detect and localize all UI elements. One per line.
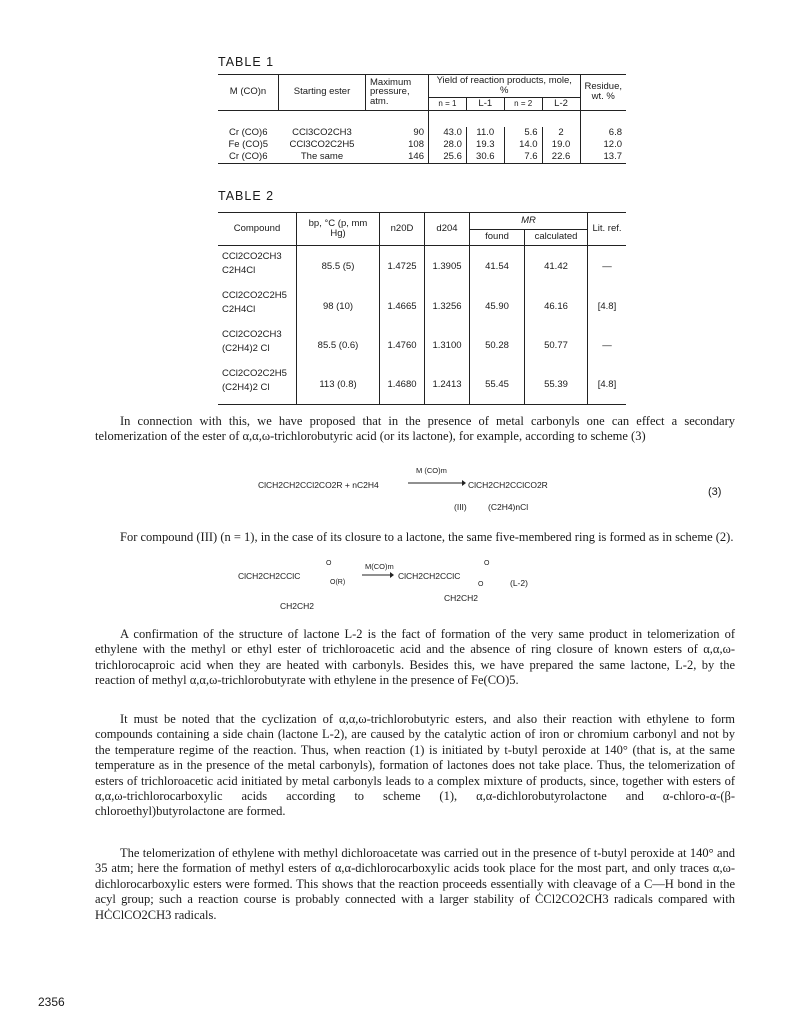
scheme3-catalyst: M (CO)m [416,466,447,475]
table1-header-metal: M (CO)n [218,75,279,111]
table-row: CCl2CO2CH3 (C2H4)2 Cl 85.5 (0.6) 1.4760 1.3100 50.28 50.77 — [218,326,626,365]
table2-header-calc: calculated [525,229,588,246]
reaction-arrow-icon [408,479,466,487]
paragraph: It must be noted that the cyclization of α,α,ω-trichlorobutyric esters, and also their reaction with ethylene to form compounds containing a side chain (lactone L-2), are caused by the catalytic action of iron or chromium carbonyl and not by the temperature regime of the reaction. Thus, when reaction (1) is initiated by t-butyl peroxide at 140° (that is, at the same temperature as in the presence of the metal carbonyls), formation of lactones does not take place. Thus, the telomerization of esters of trichloroacetic acid initiated by metal carbonyls leads to a complex mixture of products, since, together with esters of α,α,ω-trichlorocarboxylic acids according to scheme (1), α,α-dichlorobutyrolactone and α-chloro-α-(β-chloroethyl)butyrolactone are formed. [95,712,735,819]
table1-header-pressure: Maximum pressure, atm. [366,75,429,111]
scheme2-product: ClCH2CH2CClC [398,571,461,581]
table1-header-ester: Starting ester [279,75,366,111]
scheme2-catalyst: M(CO)m [365,562,394,571]
scheme2-label: (L-2) [510,578,528,588]
page-number: 2356 [38,995,65,1009]
paragraph: A confirmation of the structure of lactone L-2 is the fact of formation of the very same product in telomerization of ethylene with the methyl or ethyl ester of trichloroacetic acid and the absence of ring closure of known esters of α,α,ω-trichlorocaproic acid when they are heated with carbonyls. Besides this, we have prepared the same lactone, L-2, by the reaction of methyl α,α,ω-trichlorobutyrate with ethylene in the presence of Fe(CO)5. [95,627,735,688]
table2-header-nd: n20D [380,213,425,246]
table-row: CCl2CO2C2H5 (C2H4)2 Cl 113 (0.8) 1.4680 1.2413 55.45 55.39 [4.8] [218,365,626,405]
table2-header-mr: MR [470,213,588,230]
table-row: CCl2CO2C2H5 C2H4Cl 98 (10) 1.4665 1.3256 45.90 46.16 [4.8] [218,287,626,326]
paragraph: The telomerization of ethylene with methyl dichloroacetate was carried out in the presence of t-butyl peroxide at 140° and 35 atm; here the formation of methyl esters of α,α-dichlorocarboxylic acids took place for the most part, and only traces α,ω-dichlorocarboxylic esters were formed. This shows that the reaction proceeds essentially with cleavage of a C—H bond in the acyl group; such a reaction course is probably connected with a larger stability of ĊCl2CO2CH3 radicals compared with HĊClCO2CH3 radicals. [95,846,735,922]
scheme2-reactant: ClCH2CH2CClC [238,571,301,581]
table1-subheader: L-2 [542,97,580,110]
table1-caption: TABLE 1 [218,55,275,69]
scheme-2: ClCH2CH2CClC CH2CH2 O O(R) M(CO)m ClCH2CH2CClC CH2CH2 O O (L-2) [238,560,528,611]
scheme2-product-chain: CH2CH2 [444,593,479,603]
table2-header-compound: Compound [218,213,297,246]
scheme-3 [258,466,738,518]
table1-header-yield: Yield of reaction products, mole, % [429,75,581,98]
table1-header-residue: Residue, wt. % [580,75,626,111]
reaction-arrow-icon [362,571,394,579]
table-row: Cr (CO)6 The same 146 25.6 30.6 7.6 22.6 13.7 [218,151,626,163]
scheme3-reactants: ClCH2CH2CCl2CO2R + nC2H4 [258,480,379,490]
table2-header-d: d204 [425,213,470,246]
scheme3-number: (3) [708,486,722,498]
table2-caption: TABLE 2 [218,189,275,203]
scheme3-label: (III) [454,502,467,512]
table-row: CCl2CO2CH3 C2H4Cl 85.5 (5) 1.4725 1.3905 41.54 41.42 — [218,246,626,288]
paragraph: In connection with this, we have proposed that in the presence of metal carbonyls one can effect a secondary telomerization of the ester of α,α,ω-trichlorobutyric acid (or its lactone), for example, according to scheme (3) [95,414,735,444]
table1-subheader: L-1 [466,97,504,110]
table1-subheader: n = 1 [429,97,467,110]
table2 [218,212,626,405]
scheme3-branch: (C2H4)nCl [488,502,529,512]
scheme2-reactant-chain: CH2CH2 [280,601,315,611]
table1-subheader: n = 2 [504,97,542,110]
scheme3-product: ClCH2CH2CClCO2R [468,480,548,490]
table2-header-found: found [470,229,525,246]
table2-header-lit: Lit. ref. [588,213,627,246]
table2-header-bp: bp, °C (p, mm Hg) [297,213,380,246]
table-row: Cr (CO)6 CCl3CO2CH3 90 43.0 11.0 5.6 2 6.8 [218,127,626,139]
table-row: Fe (CO)5 CCl3CO2C2H5 108 28.0 19.3 14.0 19.0 12.0 [218,139,626,151]
paragraph: For compound (III) (n = 1), in the case of its closure to a lactone, the same five-membered ring is formed as in scheme (2). [120,530,734,544]
table1 [218,74,626,164]
